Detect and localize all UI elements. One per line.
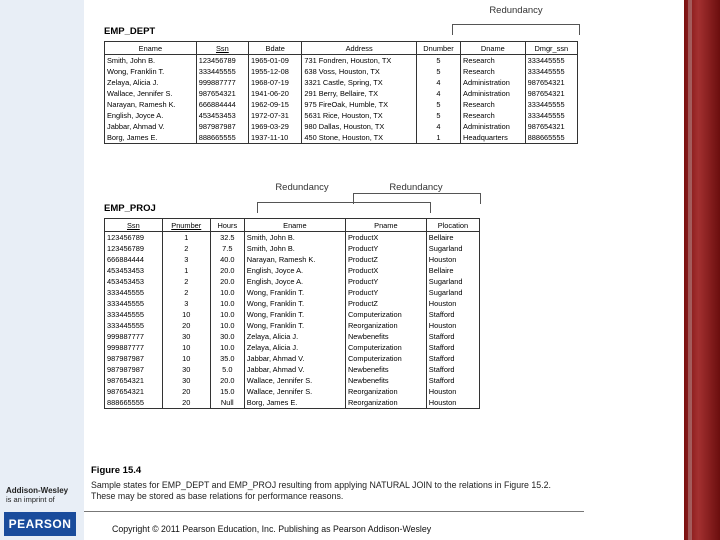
- table-cell: Reorganization: [345, 386, 426, 397]
- table-cell: Houston: [426, 298, 479, 309]
- table-cell: 30: [162, 364, 210, 375]
- column-header: Dnumber: [416, 42, 460, 55]
- table-cell: Stafford: [426, 309, 479, 320]
- column-header: Ssn: [196, 42, 248, 55]
- table-cell: 10: [162, 353, 210, 364]
- table-cell: 1941-06-20: [249, 88, 302, 99]
- table-cell: 333445555: [525, 110, 577, 121]
- table-cell: 35.0: [210, 353, 244, 364]
- table-cell: Newbenefits: [345, 331, 426, 342]
- table-cell: Bellaire: [426, 265, 479, 276]
- column-header: Bdate: [249, 42, 302, 55]
- table-cell: 10.0: [210, 342, 244, 353]
- table-cell: 333445555: [525, 55, 577, 67]
- table-cell: 30.0: [210, 331, 244, 342]
- table-cell: 731 Fondren, Houston, TX: [302, 55, 417, 67]
- table-cell: Reorganization: [345, 320, 426, 331]
- table-cell: 10.0: [210, 320, 244, 331]
- table-cell: 3: [162, 298, 210, 309]
- table-cell: 20: [162, 320, 210, 331]
- table-row: [105, 342, 480, 353]
- table-cell: Zelaya, Alicia J.: [244, 342, 345, 353]
- table-cell: Narayan, Ramesh K.: [244, 254, 345, 265]
- table-cell: Wallace, Jennifer S.: [244, 386, 345, 397]
- table-row: [105, 287, 480, 298]
- table-cell: English, Joyce A.: [244, 265, 345, 276]
- table-cell: 10: [162, 342, 210, 353]
- table-cell: 333445555: [525, 99, 577, 110]
- table-cell: 291 Berry, Bellaire, TX: [302, 88, 417, 99]
- table-cell: 1: [162, 265, 210, 276]
- emp-proj-title: EMP_PROJ: [104, 203, 156, 214]
- table-row: [105, 386, 480, 397]
- table-row: [105, 309, 480, 320]
- table-cell: 987654321: [196, 88, 248, 99]
- table-cell: 123456789: [105, 232, 163, 244]
- table-cell: 999887777: [196, 77, 248, 88]
- table-cell: Houston: [426, 386, 479, 397]
- column-header: Ssn: [105, 219, 163, 232]
- footer-divider: [84, 511, 584, 512]
- table-cell: 32.5: [210, 232, 244, 244]
- table-cell: Wong, Franklin T.: [244, 320, 345, 331]
- table-cell: Smith, John B.: [244, 243, 345, 254]
- table-cell: 123456789: [105, 243, 163, 254]
- table-cell: 5631 Rice, Houston, TX: [302, 110, 417, 121]
- table-cell: ProductZ: [345, 298, 426, 309]
- table-cell: Research: [461, 99, 526, 110]
- table-cell: 20.0: [210, 276, 244, 287]
- table-cell: 1: [416, 132, 460, 144]
- redundancy-label-proj-2: Redundancy: [389, 182, 443, 193]
- redundancy-bracket-proj-2: [353, 193, 481, 204]
- redundancy-label-dept: Redundancy: [489, 5, 543, 16]
- redundancy-bracket-dept: [452, 24, 580, 35]
- table-cell: ProductY: [345, 287, 426, 298]
- table-cell: 987654321: [525, 88, 577, 99]
- table-row: [105, 66, 578, 77]
- table-cell: 453453453: [105, 276, 163, 287]
- table-cell: 1972-07-31: [249, 110, 302, 121]
- table-cell: Stafford: [426, 375, 479, 386]
- table-row: [105, 77, 578, 88]
- table-cell: English, Joyce A.: [244, 276, 345, 287]
- table-cell: Borg, James E.: [105, 132, 197, 144]
- table-cell: 1962-09-15: [249, 99, 302, 110]
- table-cell: 333445555: [105, 309, 163, 320]
- table-cell: Newbenefits: [345, 364, 426, 375]
- table-cell: 450 Stone, Houston, TX: [302, 132, 417, 144]
- table-row: [105, 243, 480, 254]
- table-cell: Houston: [426, 254, 479, 265]
- table-cell: 980 Dallas, Houston, TX: [302, 121, 417, 132]
- table-cell: 987987987: [105, 353, 163, 364]
- table-cell: Wallace, Jennifer S.: [244, 375, 345, 386]
- table-cell: ProductY: [345, 243, 426, 254]
- column-header: Address: [302, 42, 417, 55]
- publisher-label: Addison-Wesley is an imprint of: [6, 486, 69, 504]
- table-row: [105, 397, 480, 409]
- table-cell: Computerization: [345, 309, 426, 320]
- table-cell: 7.5: [210, 243, 244, 254]
- table-cell: Wallace, Jennifer S.: [105, 88, 197, 99]
- table-cell: 987987987: [196, 121, 248, 132]
- table-cell: 1965-01-09: [249, 55, 302, 67]
- table-cell: 999887777: [105, 342, 163, 353]
- column-header: Hours: [210, 219, 244, 232]
- table-cell: Bellaire: [426, 232, 479, 244]
- table-cell: 5: [416, 99, 460, 110]
- figure-title: Figure 15.4: [91, 465, 142, 476]
- table-cell: 4: [416, 88, 460, 99]
- right-decorative-bar: [684, 0, 720, 540]
- table-cell: ProductZ: [345, 254, 426, 265]
- table-row: [105, 331, 480, 342]
- column-header: Plocation: [426, 219, 479, 232]
- table-cell: 333445555: [196, 66, 248, 77]
- table-cell: 1: [162, 232, 210, 244]
- table-cell: 333445555: [105, 287, 163, 298]
- column-header: Dname: [461, 42, 526, 55]
- table-cell: 888665555: [525, 132, 577, 144]
- table-row: [105, 88, 578, 99]
- table-cell: Headquarters: [461, 132, 526, 144]
- table-cell: 10.0: [210, 298, 244, 309]
- table-row: [105, 320, 480, 331]
- table-cell: Stafford: [426, 364, 479, 375]
- table-cell: 453453453: [196, 110, 248, 121]
- table-cell: 20: [162, 386, 210, 397]
- emp-proj-table: [104, 218, 480, 409]
- column-header: Ename: [105, 42, 197, 55]
- table-row: [105, 265, 480, 276]
- table-cell: 2: [162, 243, 210, 254]
- table-cell: 5: [416, 55, 460, 67]
- table-cell: 30: [162, 375, 210, 386]
- table-cell: Computerization: [345, 342, 426, 353]
- table-cell: 666884444: [105, 254, 163, 265]
- table-cell: 10.0: [210, 309, 244, 320]
- table-cell: 5: [416, 110, 460, 121]
- table-cell: 4: [416, 77, 460, 88]
- table-cell: Jabbar, Ahmad V.: [244, 353, 345, 364]
- table-cell: Houston: [426, 320, 479, 331]
- table-row: [105, 99, 578, 110]
- table-cell: Sugarland: [426, 276, 479, 287]
- table-cell: 987654321: [105, 375, 163, 386]
- table-cell: 10.0: [210, 287, 244, 298]
- table-cell: 1955-12-08: [249, 66, 302, 77]
- table-cell: Wong, Franklin T.: [244, 309, 345, 320]
- table-cell: Administration: [461, 88, 526, 99]
- column-header: Ename: [244, 219, 345, 232]
- table-cell: Zelaya, Alicia J.: [105, 77, 197, 88]
- table-cell: 20.0: [210, 375, 244, 386]
- table-cell: ProductY: [345, 276, 426, 287]
- table-cell: 333445555: [105, 320, 163, 331]
- column-header: Dmgr_ssn: [525, 42, 577, 55]
- table-cell: 1937-11-10: [249, 132, 302, 144]
- table-cell: Stafford: [426, 353, 479, 364]
- table-row: [105, 353, 480, 364]
- table-row: [105, 232, 480, 244]
- table-cell: 15.0: [210, 386, 244, 397]
- table-row: [105, 110, 578, 121]
- emp-dept-table: [104, 41, 578, 144]
- table-cell: 888665555: [105, 397, 163, 409]
- table-cell: 4: [416, 121, 460, 132]
- table-cell: 888665555: [196, 132, 248, 144]
- table-cell: English, Joyce A.: [105, 110, 197, 121]
- table-cell: 999887777: [105, 331, 163, 342]
- table-cell: 2: [162, 276, 210, 287]
- left-sidebar: [0, 0, 84, 540]
- table-cell: Smith, John B.: [105, 55, 197, 67]
- table-cell: Jabbar, Ahmad V.: [105, 121, 197, 132]
- column-header: Pname: [345, 219, 426, 232]
- table-cell: Administration: [461, 121, 526, 132]
- table-cell: 2: [162, 287, 210, 298]
- emp-dept-title: EMP_DEPT: [104, 26, 156, 37]
- table-cell: Narayan, Ramesh K.: [105, 99, 197, 110]
- table-cell: 975 FireOak, Humble, TX: [302, 99, 417, 110]
- table-cell: 40.0: [210, 254, 244, 265]
- table-cell: 987987987: [105, 364, 163, 375]
- table-cell: Houston: [426, 397, 479, 409]
- table-row: [105, 132, 578, 144]
- table-cell: Borg, James E.: [244, 397, 345, 409]
- table-cell: Sugarland: [426, 243, 479, 254]
- table-cell: Reorganization: [345, 397, 426, 409]
- table-cell: Null: [210, 397, 244, 409]
- table-cell: Smith, John B.: [244, 232, 345, 244]
- table-cell: 1968-07-19: [249, 77, 302, 88]
- table-cell: 5: [416, 66, 460, 77]
- table-cell: 10: [162, 309, 210, 320]
- table-cell: Research: [461, 110, 526, 121]
- table-cell: 638 Voss, Houston, TX: [302, 66, 417, 77]
- table-cell: Research: [461, 66, 526, 77]
- table-cell: Stafford: [426, 331, 479, 342]
- table-cell: Wong, Franklin T.: [105, 66, 197, 77]
- table-cell: 333445555: [105, 298, 163, 309]
- table-cell: 123456789: [196, 55, 248, 67]
- table-cell: Research: [461, 55, 526, 67]
- figure-caption: Sample states for EMP_DEPT and EMP_PROJ resulting from applying NATURAL JOIN to the relations in Figure 15.2. These may be stored as base relations for performance reasons.: [91, 480, 551, 501]
- table-cell: 5.0: [210, 364, 244, 375]
- table-cell: ProductX: [345, 265, 426, 276]
- table-cell: Sugarland: [426, 287, 479, 298]
- table-cell: 3: [162, 254, 210, 265]
- table-cell: 666884444: [196, 99, 248, 110]
- table-row: [105, 364, 480, 375]
- table-cell: Zelaya, Alicia J.: [244, 331, 345, 342]
- table-cell: Stafford: [426, 342, 479, 353]
- table-cell: 20: [162, 397, 210, 409]
- column-header: Pnumber: [162, 219, 210, 232]
- table-cell: 987654321: [105, 386, 163, 397]
- table-row: [105, 375, 480, 386]
- table-cell: 453453453: [105, 265, 163, 276]
- copyright-footer: Copyright © 2011 Pearson Education, Inc. Publishing as Pearson Addison-Wesley: [112, 524, 432, 534]
- table-cell: Wong, Franklin T.: [244, 298, 345, 309]
- table-cell: 3321 Castle, Spring, TX: [302, 77, 417, 88]
- table-cell: 1969-03-29: [249, 121, 302, 132]
- table-row: [105, 254, 480, 265]
- table-cell: Computerization: [345, 353, 426, 364]
- table-cell: Wong, Franklin T.: [244, 287, 345, 298]
- table-cell: 333445555: [525, 66, 577, 77]
- table-row: [105, 276, 480, 287]
- table-row: [105, 55, 578, 67]
- table-row: [105, 121, 578, 132]
- table-cell: 30: [162, 331, 210, 342]
- table-cell: Jabbar, Ahmad V.: [244, 364, 345, 375]
- table-cell: Administration: [461, 77, 526, 88]
- table-cell: 987654321: [525, 121, 577, 132]
- table-cell: 987654321: [525, 77, 577, 88]
- table-cell: 20.0: [210, 265, 244, 276]
- table-cell: Newbenefits: [345, 375, 426, 386]
- table-cell: ProductX: [345, 232, 426, 244]
- table-row: [105, 298, 480, 309]
- pearson-logo: PEARSON: [4, 512, 76, 536]
- redundancy-label-proj-1: Redundancy: [275, 182, 329, 193]
